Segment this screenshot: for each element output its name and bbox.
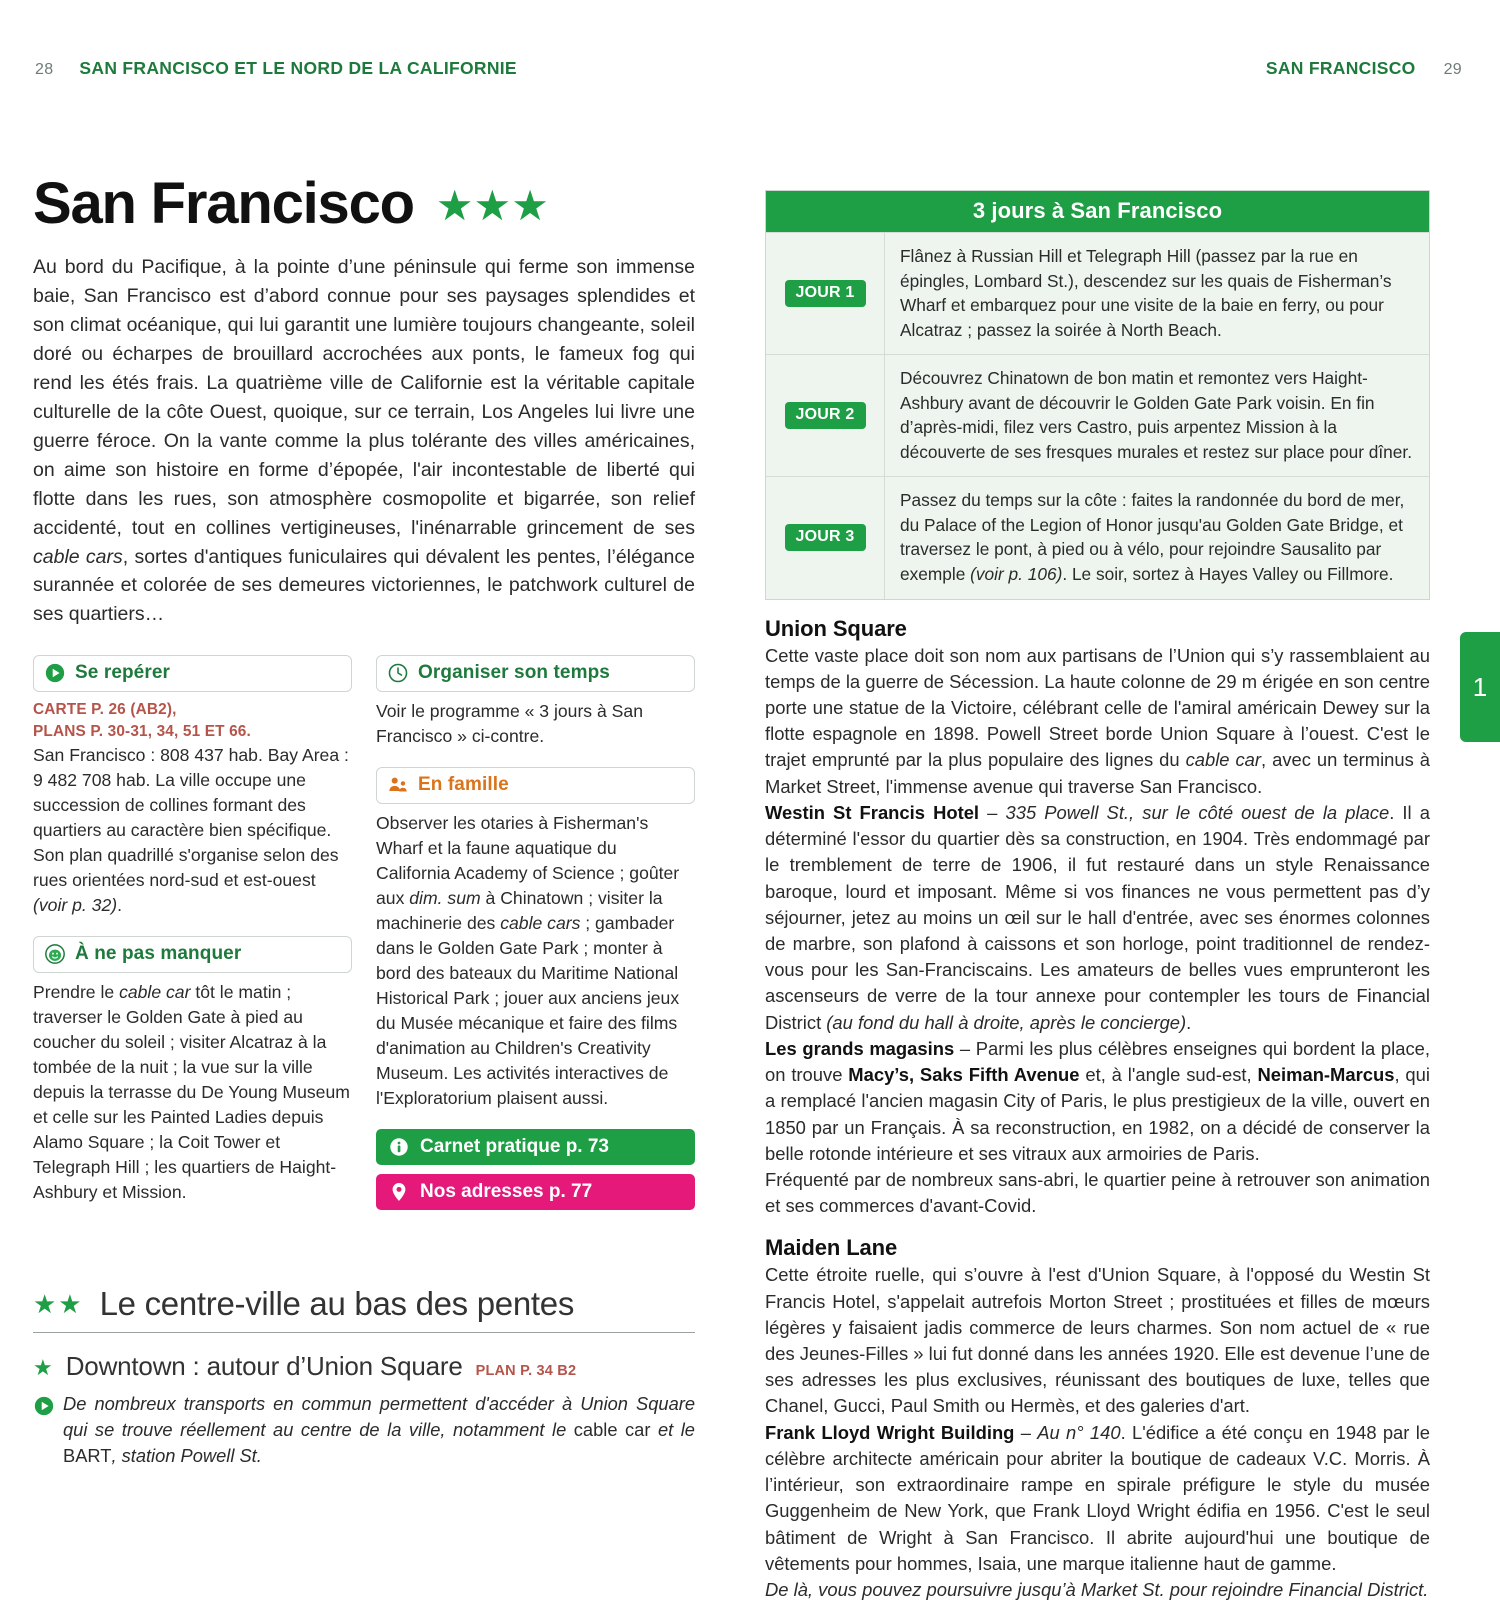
three-days-table-title: 3 jours à San Francisco xyxy=(766,191,1429,232)
a-ne-pas-manquer-body xyxy=(33,980,352,1205)
se-reperer-ref-line-2: PLANS P. 30-31, 34, 51 ET 66. xyxy=(33,723,251,741)
folio-left: 28 xyxy=(35,61,54,78)
us-p1-b: , avec un terminus à Market Street, l'immense avenue qui traverse San Francisco. xyxy=(765,749,1430,797)
westin-lead: Westin St Francis Hotel xyxy=(765,801,980,823)
table-row xyxy=(766,232,1429,354)
nos-adresses-button[interactable] xyxy=(376,1174,695,1210)
play-circle-icon xyxy=(44,662,66,684)
maiden-lane-paragraph-3 xyxy=(765,1577,1430,1603)
day-tag: JOUR 2 xyxy=(785,402,866,429)
magasins-lead: Les grands magasins xyxy=(765,1037,955,1059)
transport-text-a: De nombreux transports en commun permettent d'accéder à Union Square qui se trouve réellement au centre de la ville, notamment le xyxy=(63,1392,695,1440)
ml-p3-italic: De là, vous pouvez poursuivre jusqu’à Market St. pour rejoindre Financial District. xyxy=(765,1579,1429,1600)
section2-title: Le centre-ville au bas des pentes xyxy=(99,1284,575,1322)
three-days-itinerary-table xyxy=(765,190,1430,600)
day-description-cell xyxy=(885,355,1429,476)
day-tag-cell xyxy=(766,233,885,354)
us-p2-italic-1: 335 Powell St., sur le côté ouest de la place xyxy=(1005,801,1390,823)
info-circle-icon xyxy=(388,1136,410,1158)
carnet-pratique-button[interactable] xyxy=(376,1129,695,1165)
folio-right: 29 xyxy=(1443,61,1462,78)
se-reperer-text-a: San Francisco : 808 437 hab. Bay Area : 9 482 708 hab. La ville occupe une succession de collines formant des quartiers au caractère bien spécifique. Son plan quadrillé s'organise selon des rues orientées nord-sud et est-ouest xyxy=(33,745,349,890)
ml-p2-dash: – xyxy=(1014,1421,1038,1443)
chapter-thumb-tab-label: 1 xyxy=(1472,671,1488,702)
se-reperer-body xyxy=(33,699,352,918)
us-p2-dash: – xyxy=(979,801,1006,823)
section2-divider xyxy=(33,1332,695,1333)
us-p3-brand-1: Macy’s, Saks Fifth Avenue xyxy=(848,1064,1080,1086)
day3-text-a: Passez du temps sur la côte : faites la randonnée du bord de mer, du Palace of the Legion of Honor jusqu'au Golden Gate Bridge, et traversez le pont, à pied ou à vélo, pour rejoindre Sausalito par exemple xyxy=(900,490,1405,585)
day3-text-italic: (voir p. 106) xyxy=(970,564,1063,585)
day-tag-cell xyxy=(766,477,885,598)
union-square-heading: Union Square xyxy=(765,615,907,641)
union-square-article xyxy=(765,616,1430,1603)
section-le-centre-ville xyxy=(33,1285,695,1469)
famille-text-c: ; gambader dans le Golden Gate Park ; monter à bord des bateaux du Maritime National Historical Park ; jouer aux anciens jeux du Musée mécanique et faire des films d'animation au Children's Creativity Museum. Les activités interactives de l'Exploratorium plaisent aussi. xyxy=(376,913,680,1108)
right-column xyxy=(765,190,1430,1603)
intro-text-a: Au bord du Pacifique, à la pointe d’une péninsule qui ferme son immense baie, San Francisco est d’abord connue pour ses paysages splendides et son climat océanique, qui lui garantit une lumière toujours changeante, soleil doré ou écharpes de brouillard accrochées aux ponts, le fameux fog qui rend les étés frais. La quatrième ville de Californie est la véritable capitale culturelle de la côte Ouest, quoique, sur ce terrain, Los Angeles lui livre une guerre féroce. On la vante comme la plus tolérante des villes américaines, on aime son histoire en forme d’épopée, l'air incontestable de liberté qui flotte dans les rues, son atmosphère cosmopolite et bigarrée, son relief accidenté, tout en collines vertigineuses, l'inénarrable grincement de ses xyxy=(33,256,695,539)
running-head-right-title: SAN FRANCISCO xyxy=(1265,58,1416,78)
maiden-lane-heading: Maiden Lane xyxy=(765,1235,898,1261)
info-boxes-col-left xyxy=(33,655,352,1222)
union-square-paragraph-magasins xyxy=(765,1036,1430,1167)
transport-text-c: , station Powell St. xyxy=(111,1444,262,1466)
page-title-block xyxy=(33,171,695,236)
day-tag: JOUR 1 xyxy=(785,280,866,307)
carnet-pratique-label: Carnet pratique p. 73 xyxy=(420,1135,609,1157)
transport-note xyxy=(33,1391,695,1469)
map-pin-icon xyxy=(388,1181,410,1203)
maiden-lane-paragraph-flw xyxy=(765,1420,1430,1577)
transport-text-b: et le xyxy=(650,1418,695,1440)
union-square-paragraph-1 xyxy=(765,643,1430,800)
ml-p2-italic: Au n° 140 xyxy=(1037,1421,1121,1443)
page-title: San Francisco xyxy=(33,171,414,236)
section3-heading-row xyxy=(33,1351,695,1382)
organiser-son-temps-header xyxy=(376,655,695,692)
day-description-cell xyxy=(885,477,1429,598)
transport-text-roman-2: BART xyxy=(63,1444,112,1466)
famille-text-italic-1: dim. sum xyxy=(409,888,481,909)
left-column xyxy=(33,171,695,1469)
anpm-text-italic: cable car xyxy=(119,981,191,1002)
transport-note-text xyxy=(63,1391,695,1469)
en-famille-body xyxy=(376,811,695,1111)
union-square-paragraph-westin xyxy=(765,800,1430,1036)
organiser-son-temps-body: Voir le programme « 3 jours à San Francisco » ci-contre. xyxy=(376,701,643,747)
day1-text-a: Flânez à Russian Hill et Telegraph Hill (passez par la rue en épingles, Lombard St.), descendez sur les quais de Fisherman’s Wharf et embarquez pour une visite de la baie en ferry, ou pour Alcatraz ; passez la soirée à North Beach. xyxy=(900,246,1392,340)
se-reperer-header xyxy=(33,655,352,692)
section3-plan-ref: PLAN P. 34 B2 xyxy=(475,1362,577,1379)
table-row xyxy=(766,476,1429,598)
us-p2-b: . xyxy=(1186,1011,1192,1033)
table-row xyxy=(766,354,1429,476)
play-circle-icon xyxy=(33,1395,55,1417)
us-p3-c: , qui a remplacé l'ancien magasin City of Paris, le plus prestigieux de la ville, ouvert en 1850 par un Français. À sa reconstruction, en 1982, on a décidé de conserver la belle rotonde intérieure et ses vitraux aux armoiries de Paris. xyxy=(765,1064,1430,1164)
us-p1-a: Cette vaste place doit son nom aux partisans de l’Union qui s’y rassemblaient au temps de la guerre de Sécession. La haute colonne de 29 m érigée en son centre porte une statue de la Victoire, célébrant celle de l'amiral américain Dewey sur la flotte espagnole en 1898. Powell Street borde Union Square à l’ouest. C'est le trajet emprunté par la plus populaire des lignes du xyxy=(765,644,1430,771)
famille-text-italic-2: cable cars xyxy=(500,913,581,934)
us-p1-italic: cable car xyxy=(1185,749,1262,771)
us-p3-a: – Parmi les plus célèbres enseignes qui bordent la place, on trouve xyxy=(765,1037,1430,1086)
info-boxes-col-right xyxy=(376,655,695,1222)
day-description-cell xyxy=(885,233,1429,354)
se-reperer-text-b: . xyxy=(117,894,122,915)
organiser-son-temps-title: Organiser son temps xyxy=(418,662,610,684)
se-reperer-text-italic: (voir p. 32) xyxy=(33,894,118,915)
nos-adresses-label: Nos adresses p. 77 xyxy=(420,1180,593,1202)
famille-text-b: à Chinatown ; visiter la machinerie des xyxy=(376,888,663,934)
smiley-face-icon xyxy=(44,943,66,965)
running-head-right xyxy=(1266,58,1462,79)
transport-text-roman-1: cable car xyxy=(573,1418,651,1440)
en-famille-header xyxy=(376,767,695,804)
rating-stars-icon: ★★★ xyxy=(435,182,549,229)
intro-paragraph xyxy=(33,253,695,629)
us-p2-italic-2: (au fond du hall à droite, après le concierge) xyxy=(826,1011,1187,1033)
a-ne-pas-manquer-title: À ne pas manquer xyxy=(75,942,242,964)
day-tag-cell xyxy=(766,355,885,476)
us-p2-a: . Il a déterminé l'essor du quartier dès sa construction, en 1904. Très endommagé par le tremblement de terre de 1906, il fut restauré dans un style Renaissance baroque, lourd et imposant. Même si vos finances ne vous permettent pas d’y séjourner, jetez au moins un œil sur le hall d'entrée, avec ses énormes colonnes de marbre, son plafond à caissons et son horloge, point traditionnel de rendez-vous pour les San-Franciscains. Les amateurs de belles vues emprunteront les ascenseurs de verre de la tour annexe pour contempler les tours de Financial District xyxy=(765,801,1430,1033)
clock-icon xyxy=(387,662,409,684)
maiden-lane-paragraph-1: Cette étroite ruelle, qui s’ouvre à l'est d'Union Square, à l'opposé du Westin St Francis Hotel, s'appelait autrefois Morton Street ; prostituées et filles de mœurs légères y faisaient jadis commerce de leurs charmes. Son nom actuel de « rue des Jeunes-Filles » lui fut donné dans les années 1920. Elle est devenue l’une de ses adresses les plus exclusives, réunissant des boutiques de luxe, telles que Chanel, Gucci, Paul Smith ou Hermès, et des galeries d'art. xyxy=(765,1264,1430,1417)
ml-p2-a: . L'édifice a été conçu en 1948 par le célèbre architecte américain pour abriter la boutique de cadeaux V.C. Morris. À l’intérieur, son extraordinaire rampe en spirale préfigure le style du musée Guggenheim de New York, que Frank Lloyd Wright édifia en 1956. C'est le seul bâtiment de Wright à San Francisco. Il abrite aujourd'hui une boutique de vêtements pour hommes, Isaia, une marque italienne haut de gamme. xyxy=(765,1421,1431,1574)
flw-lead: Frank Lloyd Wright Building xyxy=(765,1421,1015,1443)
section2-heading-row xyxy=(33,1285,695,1323)
info-boxes-grid xyxy=(33,655,695,1222)
section2-stars-icon: ★★ xyxy=(33,1288,84,1319)
chapter-thumb-tab xyxy=(1460,632,1500,742)
us-p3-b: et, à l'angle sud-est, xyxy=(1079,1064,1258,1086)
intro-text-b: , sortes d'antiques funiculaires qui dévalent les pentes, l’élégance surannée et colorée de ses demeures victoriennes, le patchwork culturel de ses quartiers… xyxy=(33,545,695,626)
a-ne-pas-manquer-header xyxy=(33,936,352,973)
section3-star-icon: ★ xyxy=(33,1354,53,1380)
anpm-text-a: Prendre le xyxy=(33,981,120,1002)
famille-text-a: Observer les otaries à Fisherman's Wharf et la faune aquatique du California Academy of Science ; goûter aux xyxy=(376,813,680,909)
en-famille-title: En famille xyxy=(418,774,509,796)
day-tag: JOUR 3 xyxy=(785,524,866,551)
running-head-left xyxy=(35,58,517,79)
running-head-left-title: SAN FRANCISCO ET LE NORD DE LA CALIFORNIE xyxy=(79,58,517,78)
intro-text-italic: cable cars xyxy=(33,545,123,568)
union-square-paragraph-4: Fréquenté par de nombreux sans-abri, le quartier peine à retrouver son animation et ses commerces d'avant-Covid. xyxy=(765,1168,1430,1217)
family-icon xyxy=(387,774,409,796)
section3-title: Downtown : autour d’Union Square xyxy=(65,1350,463,1381)
day2-text-a: Découvrez Chinatown de bon matin et remontez vers Haight-Ashbury avant de découvrir le Golden Gate Park voisin. En fin d’après-midi, filez vers Castro, puis arpentez Mission à la découverte de ses fresques murales et restez sur place pour dîner. xyxy=(900,368,1412,462)
anpm-text-b: tôt le matin ; traverser le Golden Gate à pied au coucher du soleil ; visiter Alcatraz à la tombée de la nuit ; la vue sur la ville depuis la terrasse du De Young Museum et celle sur les Painted Ladies depuis Alamo Square ; la Coit Tower et Telegraph Hill ; les quartiers de Haight-Ashbury et Mission. xyxy=(33,981,350,1202)
us-p3-brand-2: Neiman-Marcus xyxy=(1257,1064,1395,1086)
se-reperer-ref-line-1: CARTE P. 26 (AB2), xyxy=(33,701,177,719)
se-reperer-title: Se repérer xyxy=(75,662,171,684)
day3-text-b: . Le soir, sortez à Hayes Valley ou Fillmore. xyxy=(1062,564,1394,585)
